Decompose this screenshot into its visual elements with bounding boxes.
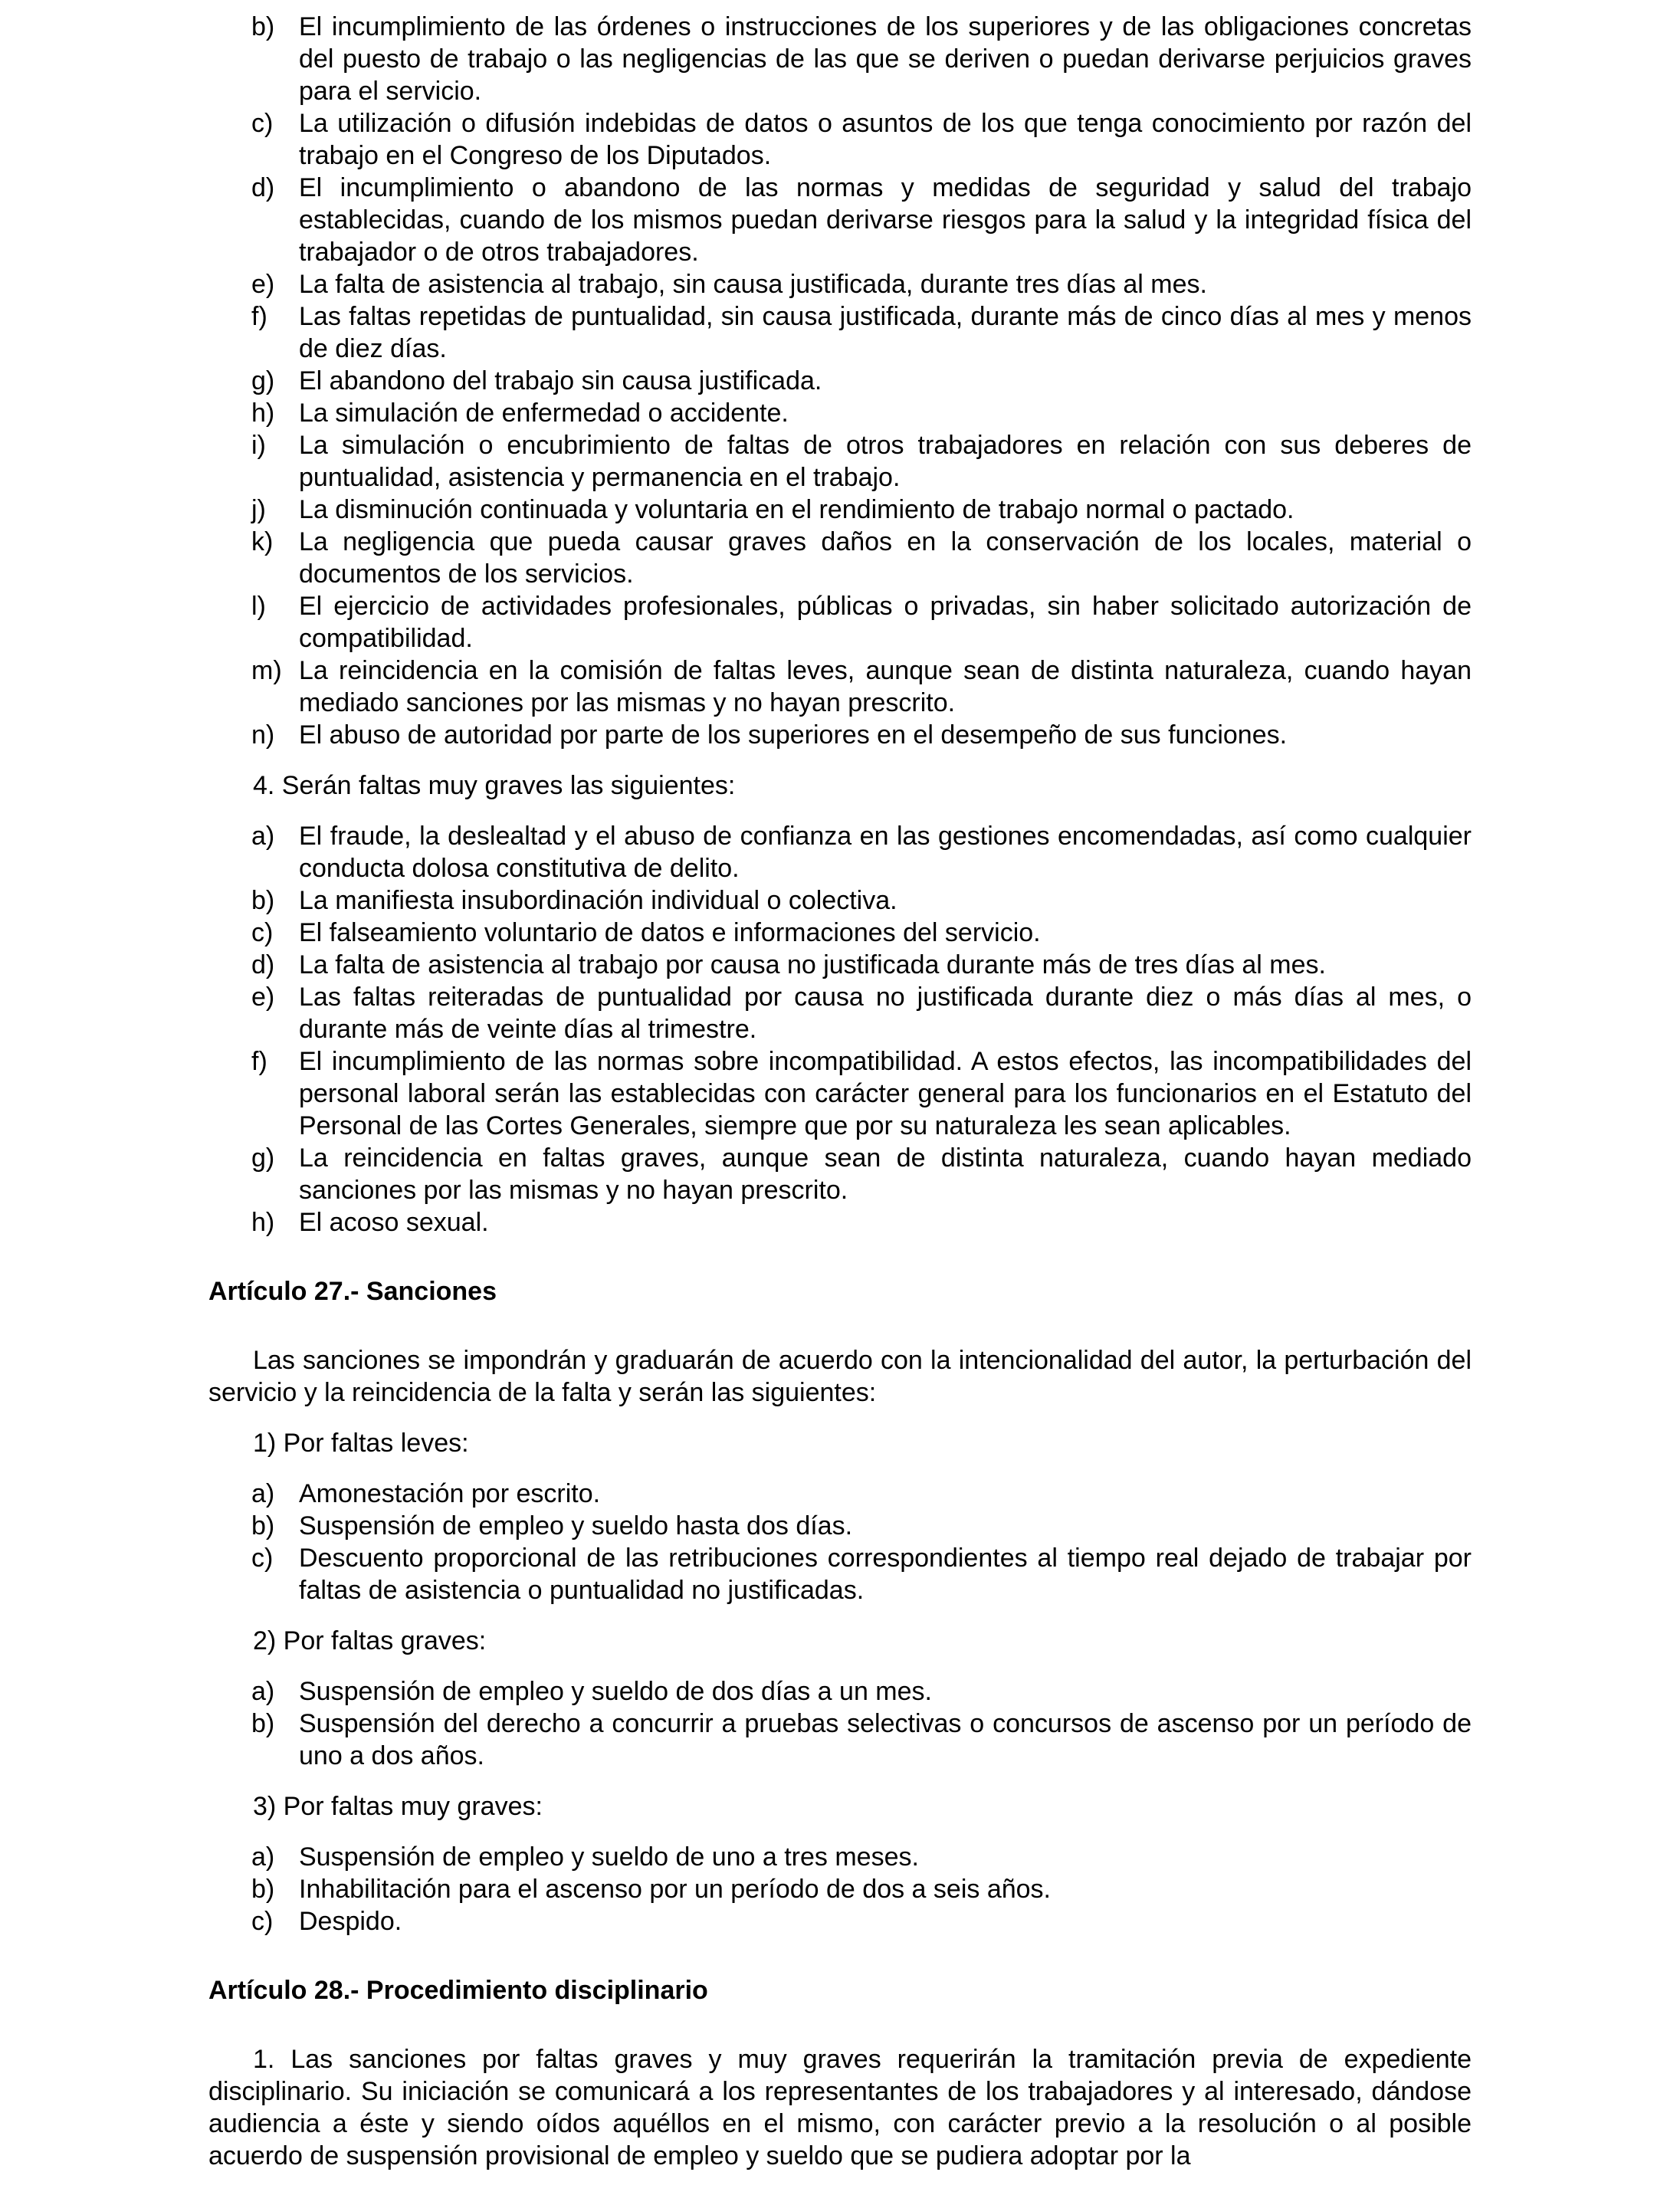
list-marker: a) <box>251 1842 275 1872</box>
list-item-graves-f <box>208 300 1472 365</box>
list-marker: b) <box>251 1511 275 1540</box>
list-item-text: Inhabilitación para el ascenso por un período de dos a seis años. <box>299 1875 1051 1904</box>
list-marker: c) <box>251 918 274 947</box>
list-item-text: El ejercicio de actividades profesionales, públicas o privadas, sin haber solicitado autorización de compatibilidad. <box>299 592 1472 653</box>
list-item-muygraves-e <box>208 981 1472 1045</box>
list-marker: b) <box>251 886 275 915</box>
list-item-muygraves-c <box>208 917 1472 949</box>
list-item-graves-b <box>208 11 1472 107</box>
list-item-text: La falta de asistencia al trabajo por causa no justificada durante más de tres días al mes. <box>299 950 1326 979</box>
sancion-muygraves-c <box>208 1905 1472 1937</box>
list-item-text: El incumplimiento de las órdenes o instrucciones de los superiores y de las obligaciones concretas del puesto de trabajo o las negligencias de las que se deriven o puedan derivarse perjuicios graves para el servicio. <box>299 12 1472 106</box>
list-item-text: Suspensión del derecho a concurrir a pruebas selectivas o concursos de ascenso por un período de uno a dos años. <box>299 1709 1472 1770</box>
list-item-muygraves-b <box>208 884 1472 917</box>
list-item-muygraves-f <box>208 1045 1472 1142</box>
list-item-text: El abandono del trabajo sin causa justificada. <box>299 366 822 395</box>
list-item-text: El incumplimiento de las normas sobre incompatibilidad. A estos efectos, las incompatibilidades del personal laboral serán las establecidas con carácter general para los funcionarios en el Estatuto del Personal de las Cortes Generales, siempre que por su naturaleza les sean aplicables. <box>299 1047 1472 1140</box>
list-item-graves-l <box>208 590 1472 655</box>
article-27-intro-paragraph: Las sanciones se impondrán y graduarán de acuerdo con la intencionalidad del autor, la perturbación del servicio y la reincidencia de la falta y serán las siguientes: <box>208 1346 1472 1407</box>
list-marker: c) <box>251 1544 274 1573</box>
list-item-graves-j <box>208 494 1472 526</box>
intro-faltas-muy-graves: 4. Serán faltas muy graves las siguientes: <box>253 771 736 800</box>
list-item-text: El abuso de autoridad por parte de los superiores en el desempeño de sus funciones. <box>299 720 1288 750</box>
article-28-heading: Artículo 28.- Procedimiento disciplinario <box>208 1976 708 2005</box>
list-item-text: La manifiesta insubordinación individual o colectiva. <box>299 886 897 915</box>
list-item-text: El incumplimiento o abandono de las normas y medidas de seguridad y salud del trabajo establecidas, cuando de los mismos puedan derivarse riesgos para la salud y la integridad física del trabajador o de otros trabajadores. <box>299 173 1472 267</box>
list-item-text: El acoso sexual. <box>299 1208 489 1237</box>
list-item-text: La simulación o encubrimiento de faltas de otros trabajadores en relación con sus deberes de puntualidad, asistencia y permanencia en el trabajo. <box>299 431 1472 492</box>
list-item-graves-c <box>208 107 1472 172</box>
list-item-text: El fraude, la deslealtad y el abuso de confianza en las gestiones encomendadas, así como cualquier conducta dolosa constitutiva de delito. <box>299 822 1472 883</box>
list-marker: a) <box>251 1677 275 1706</box>
list-marker: m) <box>251 656 282 685</box>
list-item-muygraves-h <box>208 1206 1472 1239</box>
list-marker: c) <box>251 1907 274 1936</box>
list-item-graves-n <box>208 719 1472 751</box>
list-marker: j) <box>251 495 266 524</box>
list-marker: d) <box>251 950 275 979</box>
sancion-leves-c <box>208 1542 1472 1606</box>
sancion-muygraves-b <box>208 1873 1472 1905</box>
list-marker: a) <box>251 822 275 851</box>
list-marker: g) <box>251 1143 275 1173</box>
list-marker: i) <box>251 431 266 460</box>
list-item-muygraves-a <box>208 820 1472 884</box>
list-item-text: La reincidencia en la comisión de faltas leves, aunque sean de distinta naturaleza, cuando hayan mediado sanciones por las mismas y no hayan prescrito. <box>299 656 1472 717</box>
list-item-text: Amonestación por escrito. <box>299 1479 601 1508</box>
list-marker: f) <box>251 302 267 331</box>
list-item-graves-e <box>208 268 1472 300</box>
list-item-text: La utilización o difusión indebidas de datos o asuntos de los que tenga conocimiento por razón del trabajo en el Congreso de los Diputados. <box>299 109 1472 170</box>
list-item-text: Suspensión de empleo y sueldo de dos días a un mes. <box>299 1677 932 1706</box>
list-item-text: Descuento proporcional de las retribuciones correspondientes al tiempo real dejado de trabajar por faltas de asistencia o puntualidad no justificadas. <box>299 1544 1472 1605</box>
list-item-text: El falseamiento voluntario de datos e informaciones del servicio. <box>299 918 1041 947</box>
group-header-faltas-graves: 2) Por faltas graves: <box>253 1626 487 1655</box>
list-marker: a) <box>251 1479 275 1508</box>
list-marker: b) <box>251 1709 275 1738</box>
list-marker: e) <box>251 983 275 1012</box>
list-item-muygraves-d <box>208 949 1472 981</box>
list-marker: k) <box>251 527 274 556</box>
list-item-graves-h <box>208 397 1472 429</box>
list-item-text: La negligencia que pueda causar graves daños en la conservación de los locales, material o documentos de los servicios. <box>299 527 1472 589</box>
list-item-text: Despido. <box>299 1907 402 1936</box>
list-marker: g) <box>251 366 275 395</box>
list-marker: e) <box>251 270 275 299</box>
list-item-graves-g <box>208 365 1472 397</box>
group-header-faltas-leves: 1) Por faltas leves: <box>253 1429 469 1458</box>
list-marker: d) <box>251 173 275 202</box>
list-marker: n) <box>251 720 275 750</box>
sancion-muygraves-a <box>208 1841 1472 1873</box>
sancion-leves-b <box>208 1510 1472 1542</box>
list-item-text: La reincidencia en faltas graves, aunque sean de distinta naturaleza, cuando hayan mediado sanciones por las mismas y no hayan prescrito. <box>299 1143 1472 1205</box>
list-item-graves-m <box>208 655 1472 719</box>
list-item-text: Suspensión de empleo y sueldo hasta dos días. <box>299 1511 853 1540</box>
list-item-text: La simulación de enfermedad o accidente. <box>299 399 789 428</box>
list-marker: c) <box>251 109 274 138</box>
list-marker: l) <box>251 592 266 621</box>
list-item-text: Suspensión de empleo y sueldo de uno a tres meses. <box>299 1842 919 1872</box>
group-header-faltas-muy-graves: 3) Por faltas muy graves: <box>253 1792 543 1821</box>
list-item-text: La falta de asistencia al trabajo, sin causa justificada, durante tres días al mes. <box>299 270 1207 299</box>
list-item-text: Las faltas repetidas de puntualidad, sin causa justificada, durante más de cinco días al mes y menos de diez días. <box>299 302 1472 363</box>
list-marker: b) <box>251 1875 275 1904</box>
convenio-document-page <box>208 11 1472 2172</box>
list-marker: h) <box>251 1208 275 1237</box>
list-item-text: Las faltas reiteradas de puntualidad por causa no justificada durante diez o más días al mes, o durante más de veinte días al trimestre. <box>299 983 1472 1044</box>
list-item-graves-i <box>208 429 1472 494</box>
list-item-graves-d <box>208 172 1472 268</box>
sancion-graves-b <box>208 1708 1472 1772</box>
list-item-muygraves-g <box>208 1142 1472 1206</box>
article-28-paragraph: 1. Las sanciones por faltas graves y muy graves requerirán la tramitación previa de expediente disciplinario. Su iniciación se comunicará a los representantes de los trabajadores y al interesado, dándose audiencia a éste y siendo oídos aquéllos en el mismo, con carácter previo a la resolución o al posible acuerdo de suspensión provisional de empleo y sueldo que se pudiera adoptar por la <box>208 2045 1472 2170</box>
sancion-graves-a <box>208 1675 1472 1708</box>
list-marker: f) <box>251 1047 267 1076</box>
article-27-heading: Artículo 27.- Sanciones <box>208 1277 497 1306</box>
list-item-graves-k <box>208 526 1472 590</box>
list-item-text: La disminución continuada y voluntaria en el rendimiento de trabajo normal o pactado. <box>299 495 1294 524</box>
list-marker: h) <box>251 399 275 428</box>
sancion-leves-a <box>208 1478 1472 1510</box>
list-marker: b) <box>251 12 275 41</box>
